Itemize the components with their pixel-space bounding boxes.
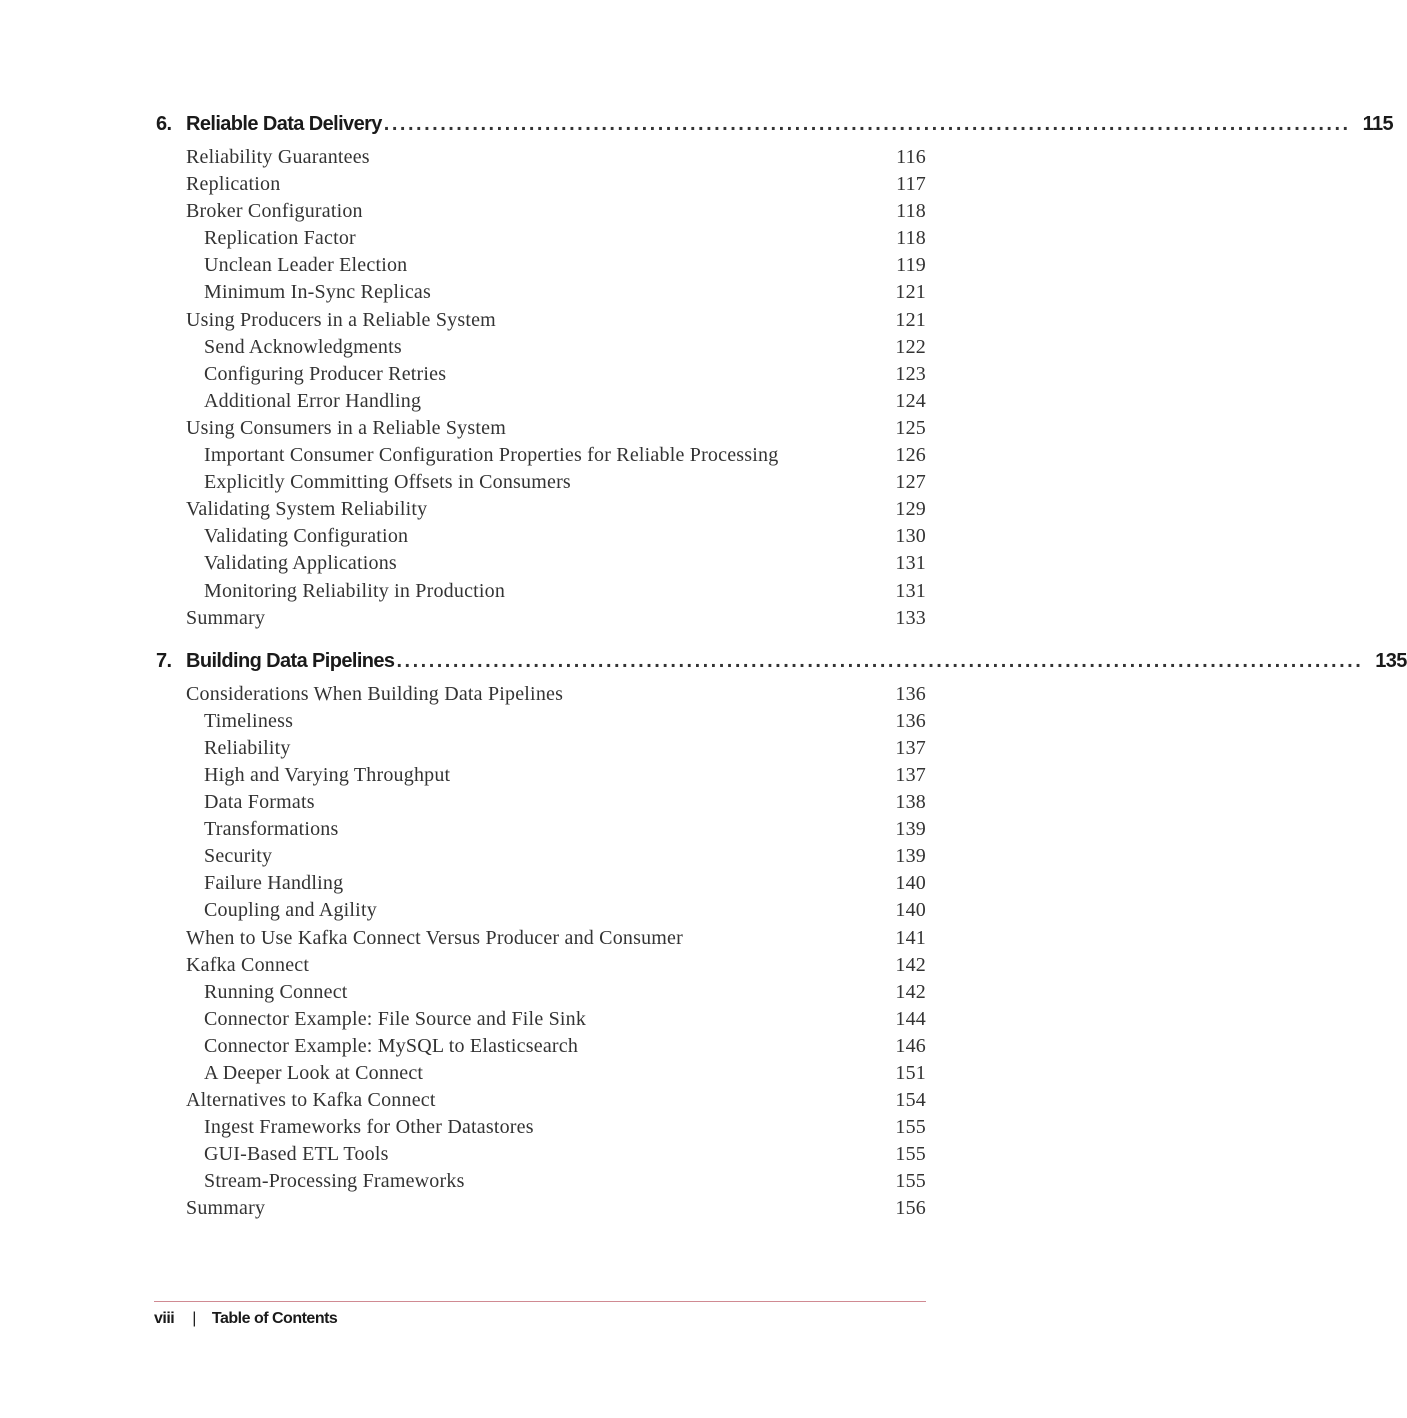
toc-entry[interactable]	[156, 791, 926, 818]
footer-rule	[154, 1301, 926, 1302]
toc-entry[interactable]	[156, 1143, 926, 1170]
toc-entry-title: Validating System Reliability	[186, 498, 428, 521]
toc-entry[interactable]	[156, 1116, 926, 1143]
toc-entry-title: Validating Configuration	[204, 525, 409, 548]
toc-entry-page: 118	[896, 227, 926, 250]
toc-entry[interactable]	[156, 764, 926, 791]
toc-entry[interactable]	[156, 173, 926, 200]
toc-entry-page: 131	[895, 579, 926, 602]
toc-entry[interactable]	[156, 683, 926, 710]
dot-leader: ........................................................................................................................	[396, 649, 1364, 672]
toc-entry[interactable]	[156, 580, 926, 607]
toc-entry-title: Summary	[186, 606, 266, 629]
toc-entry-page: 122	[895, 335, 926, 358]
toc-entry[interactable]	[156, 281, 926, 308]
chapter-title: Reliable Data Delivery	[186, 113, 382, 135]
chapter-number: 7.	[156, 649, 172, 672]
toc-entry-page: 119	[896, 254, 926, 277]
toc-entry-title: Connector Example: File Source and File Sink	[204, 1007, 587, 1030]
running-section-title: Table of Contents	[211, 1310, 338, 1327]
toc-entry-title: Reliability	[204, 736, 291, 759]
toc-entry[interactable]	[156, 899, 926, 926]
chapter-title: Building Data Pipelines	[186, 649, 395, 672]
chapter-7	[156, 649, 1407, 1225]
toc-entry-page: 137	[895, 763, 926, 786]
toc-entry-title: Considerations When Building Data Pipelines	[186, 682, 564, 705]
toc-entry-page: 142	[895, 953, 926, 976]
toc-entry-title: Replication	[186, 173, 281, 196]
toc-entry-title: Connector Example: MySQL to Elasticsearch	[204, 1034, 579, 1057]
toc-entry-title: Configuring Producer Retries	[204, 362, 447, 385]
chapter-entries	[156, 146, 926, 634]
toc-entry[interactable]	[156, 552, 926, 579]
toc-entry[interactable]	[156, 444, 926, 471]
chapter-6	[156, 113, 1394, 634]
toc-entry-title: Coupling and Agility	[204, 899, 377, 922]
toc-entry[interactable]	[156, 1035, 926, 1062]
toc-entry[interactable]	[156, 927, 926, 954]
toc-entry[interactable]	[156, 146, 926, 173]
toc-entry-page: 136	[895, 709, 926, 732]
toc-entry[interactable]	[156, 417, 926, 444]
toc-entry[interactable]	[156, 710, 926, 737]
toc-entry-title: Ingest Frameworks for Other Datastores	[204, 1116, 534, 1139]
toc-entry-title: Security	[204, 845, 273, 868]
chapter-heading[interactable]	[156, 113, 1394, 146]
toc-entry-page: 141	[895, 926, 926, 949]
chapter-page: 135	[1375, 649, 1407, 672]
toc-entry-title: Data Formats	[204, 791, 315, 814]
toc-entry[interactable]	[156, 471, 926, 498]
toc-entry[interactable]	[156, 607, 926, 634]
toc-entry-page: 140	[895, 899, 926, 922]
toc-entry[interactable]	[156, 227, 926, 254]
toc-entry-title: Validating Applications	[204, 552, 397, 575]
toc-entry-title: Monitoring Reliability in Production	[204, 579, 506, 602]
toc-entry[interactable]	[156, 200, 926, 227]
toc-entry[interactable]	[156, 1089, 926, 1116]
page-footer	[154, 1310, 337, 1328]
toc-entry-page: 144	[895, 1007, 926, 1030]
dot-leader: ........................................................................................................................	[383, 113, 1351, 135]
toc-entry[interactable]	[156, 1170, 926, 1197]
toc-entry-title: Timeliness	[204, 709, 294, 732]
toc-entry-title: When to Use Kafka Connect Versus Producer and Consumer	[186, 926, 683, 949]
toc-entry-page: 129	[895, 498, 926, 521]
toc-entry[interactable]	[156, 390, 926, 417]
toc-entry-page: 121	[895, 281, 926, 304]
toc-entry-title: Explicitly Committing Offsets in Consumers	[204, 471, 571, 494]
toc-entry-page: 142	[895, 980, 926, 1003]
toc-entry-page: 138	[895, 791, 926, 814]
toc-entry-page: 130	[895, 525, 926, 548]
toc-entry-title: A Deeper Look at Connect	[204, 1062, 424, 1084]
toc-entry-page: 126	[895, 444, 926, 467]
toc-entry-title: Using Producers in a Reliable System	[186, 308, 496, 331]
toc-entry-title: Running Connect	[204, 980, 348, 1003]
toc-entry[interactable]	[156, 818, 926, 845]
toc-entry-page: 151	[895, 1062, 926, 1084]
toc-entry[interactable]	[156, 336, 926, 363]
toc-entry-page: 156	[895, 1197, 926, 1220]
toc-entry[interactable]	[156, 498, 926, 525]
toc-entry-title: GUI-Based ETL Tools	[204, 1143, 389, 1166]
toc-entry-page: 137	[895, 736, 926, 759]
toc-entry[interactable]	[156, 872, 926, 899]
toc-entry-page: 125	[895, 416, 926, 439]
toc-entry-page: 133	[895, 606, 926, 629]
toc-entry-title: Failure Handling	[204, 872, 344, 895]
chapter-entries	[156, 683, 926, 1225]
chapter-number: 6.	[156, 113, 172, 135]
toc-entry-title: Unclean Leader Election	[204, 254, 408, 277]
toc-entry-page: 116	[896, 146, 926, 168]
toc-entry[interactable]	[156, 309, 926, 336]
toc-entry-title: Alternatives to Kafka Connect	[186, 1089, 436, 1112]
toc-entry-title: Replication Factor	[204, 227, 356, 250]
toc-entry-title: Additional Error Handling	[204, 389, 422, 412]
toc-entry-title: Broker Configuration	[186, 200, 363, 223]
toc-entry-page: 117	[896, 173, 926, 196]
table-of-contents	[156, 113, 1407, 1241]
toc-entry[interactable]	[156, 1197, 926, 1224]
toc-entry-page: 155	[895, 1116, 926, 1139]
toc-entry-page: 131	[895, 552, 926, 575]
footer-separator: |	[192, 1310, 196, 1327]
toc-entry-title: Kafka Connect	[186, 953, 310, 976]
toc-entry-title: Important Consumer Configuration Properties for Reliable Processing	[204, 444, 779, 467]
toc-entry[interactable]	[156, 525, 926, 552]
toc-entry-page: 146	[895, 1034, 926, 1057]
toc-entry-page: 139	[895, 845, 926, 868]
toc-entry-page: 124	[895, 389, 926, 412]
toc-entry[interactable]	[156, 363, 926, 390]
toc-entry-page: 139	[895, 818, 926, 841]
page-number: viii	[154, 1310, 175, 1327]
toc-entry-page: 118	[896, 200, 926, 223]
toc-entry[interactable]	[156, 981, 926, 1008]
toc-entry-title: Summary	[186, 1197, 266, 1220]
toc-entry-title: Using Consumers in a Reliable System	[186, 416, 506, 439]
toc-entry-title: Transformations	[204, 818, 339, 841]
toc-entry-page: 140	[895, 872, 926, 895]
toc-entry-page: 155	[895, 1170, 926, 1193]
toc-entry[interactable]	[156, 954, 926, 981]
toc-entry-title: Send Acknowledgments	[204, 335, 402, 358]
toc-entry[interactable]	[156, 737, 926, 764]
toc-entry-page: 121	[895, 308, 926, 331]
toc-entry-title: High and Varying Throughput	[204, 763, 451, 786]
toc-entry[interactable]	[156, 254, 926, 281]
toc-entry-page: 154	[895, 1089, 926, 1112]
chapter-heading[interactable]	[156, 649, 1407, 683]
toc-entry[interactable]	[156, 1008, 926, 1035]
toc-entry-page: 127	[895, 471, 926, 494]
toc-entry[interactable]	[156, 1062, 926, 1089]
toc-entry-title: Stream-Processing Frameworks	[204, 1170, 465, 1193]
toc-entry-title: Reliability Guarantees	[186, 146, 370, 168]
toc-entry-page: 136	[895, 682, 926, 705]
chapter-page: 115	[1362, 113, 1394, 135]
toc-entry-title: Minimum In-Sync Replicas	[204, 281, 431, 304]
toc-entry[interactable]	[156, 845, 926, 872]
toc-entry-page: 155	[895, 1143, 926, 1166]
toc-entry-page: 123	[895, 362, 926, 385]
